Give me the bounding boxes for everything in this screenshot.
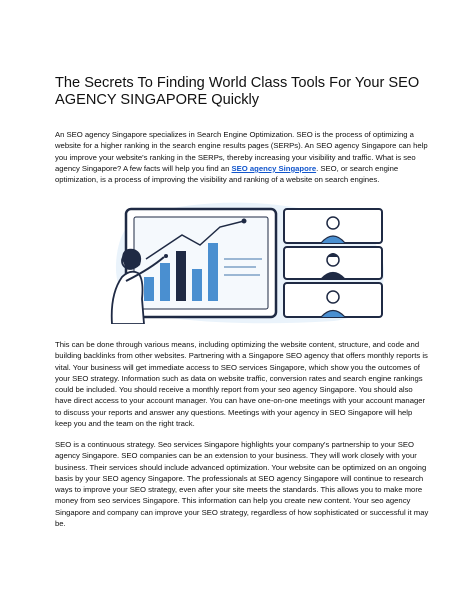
paragraph-continuous-strategy: SEO is a continuous strategy. Seo services Singapore highlights your company's partnership to your SEO agency Singapore. SEO companies can be an extension to your business. They will work closely with your business. Their services should include advanced optimization. Your website can be optimized on an ongoing basis by your SEO agency Singapore. The professionals at SEO agency Singapore will continue to research ways to improve your SEO strategy, even after your site meets the standards. This allows you to make more money from seo services Singapore. This information can help you create new content. Your seo agency Singapore and company can improve your SEO strategy, regardless of how sophisticated or successful it may be.: [55, 440, 429, 529]
paragraph-intro-text-end: . SEO, or search engine optimization, is a process of improving the visibility and ranking of a website on search engines.: [55, 163, 399, 185]
document-title: The Secrets To Finding World Class Tools For Your SEO AGENCY SINGAPORE Quickly: [55, 75, 420, 108]
paragraph-intro-text-start: An SEO agency Singapore specializes in Search Engine Optimization. SEO is the process of optimizing a website for a higher ranking in the search engine results pages (SERPs). An SEO agency Singapore can help you improve your website's ranking in the SERPs, thereby increasing your visibility and traffic. What is seo agency Singapore? A few facts will help you find an: [55, 130, 428, 173]
paragraph-intro: [55, 129, 430, 185]
video-meeting-illustration: [104, 199, 388, 324]
seo-agency-singapore-link[interactable]: SEO agency Singapore: [231, 163, 317, 173]
paragraph-reports: This can be done through various means, including optimizing the website content, structure, and code and building backlinks from other websites. Partnering with a Singapore SEO agency that offers monthly reports is vital. Your business will get immediate access to SEO services Singapore, which show you the outcomes of your SEO strategy. Information such as data on website traffic, conversion rates and search engine rankings could be included. You should receive a monthly report from your seo agency Singapore. You should also have direct access to your account manager. You can have one-on-one meetings with your account manager to discuss your reports and answer any questions. Meetings with your agency in SEO Singapore will help keep you and the team on the right track.: [55, 340, 428, 429]
